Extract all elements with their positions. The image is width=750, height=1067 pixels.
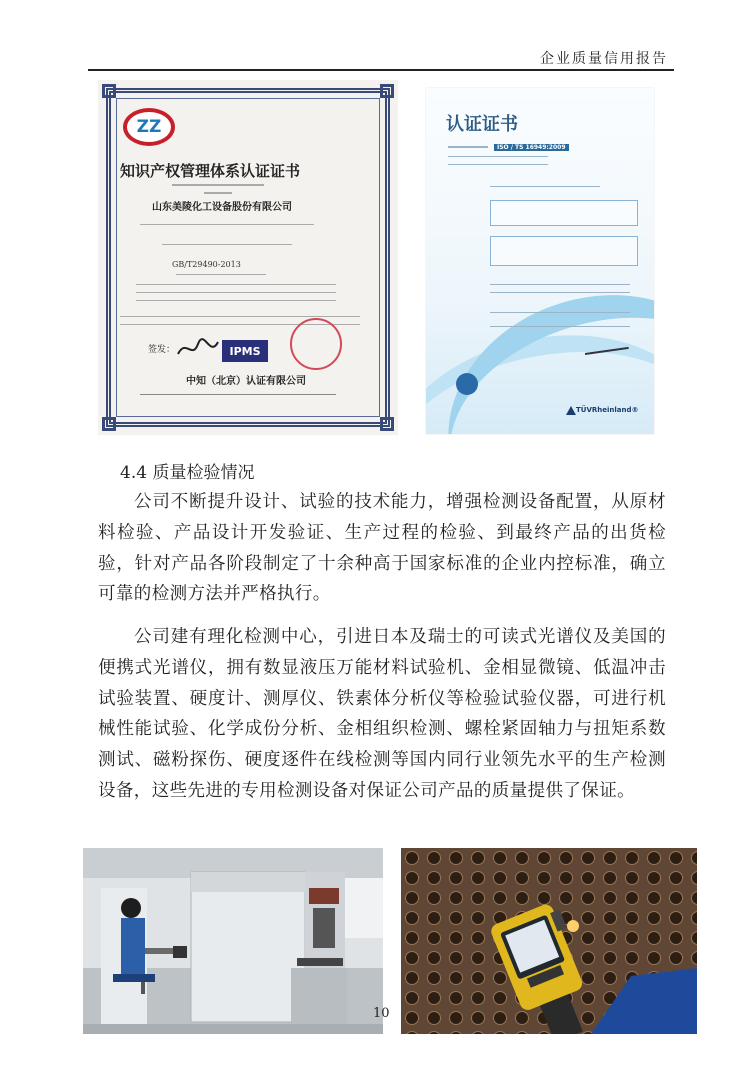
fine-print-line [490,292,630,293]
fine-print-line [490,284,630,285]
logo-text: ZZ [136,117,162,137]
fine-print-line [448,146,488,148]
fine-print-line [140,224,314,225]
frame-corner [380,417,394,431]
fine-print-line [490,312,630,313]
certificate-issuer: 中知（北京）认证有限公司 [186,376,306,387]
certification-logo [123,108,175,146]
certificate-standard: GB/T29490-2013 [172,260,241,269]
fine-print-line [490,186,600,187]
fine-print-line [448,156,548,157]
signature-label: 签发： [148,345,176,355]
handheld-analyzer-illustration [401,848,697,1034]
fine-print-line [136,284,336,285]
fine-print-line [162,244,292,245]
frame-corner [102,84,116,98]
certificate-title: 认证证书 [446,114,518,135]
certificate-company: 山东美陵化工设备股份有限公司 [152,202,292,213]
iso-ts-certificate [426,88,654,434]
fine-print-line [204,192,232,194]
globe-logo [456,373,478,395]
red-seal-stamp [290,318,342,370]
handheld-analyzer-photo [401,848,697,1034]
section-heading: 4.4 质量检验情况 [120,463,255,483]
fine-print-line [490,326,630,327]
testing-machine-illustration [83,848,383,1034]
certificate-inner-frame [116,98,380,417]
certificate-field-box [490,236,638,266]
tuv-label: TÜVRheinland® [576,406,639,414]
ipms-logo: IPMS [222,340,268,362]
certificate-field-box [490,200,638,226]
address-line [140,394,336,395]
fine-print-line [120,316,360,317]
signature-mark [176,334,220,362]
fine-print-line [176,274,266,275]
frame-corner [102,417,116,431]
page-number: 10 [373,1006,390,1021]
fine-print-line [172,184,264,186]
fine-print-line [448,164,548,165]
paragraph: 公司建有理化检测中心，引进日本及瑞士的可读式光谱仪及美国的便携式光谱仪，拥有数显液压万能材料试验机、金相显微镜、低温冲击试验装置、硬度计、测厚仪、铁素体分析仪等检验试验仪器，可进行机械性能试验、化学成份分析、金相组织检测、螺栓紧固轴力与扭矩系数测试、磁粉探伤、硬度逐件在线检测等国内同行业领先水平的生产检测设备，这些先进的专用检测设备对保证公司产品的质量提供了保证。 [98,627,666,801]
frame-corner [380,84,394,98]
testing-machine-photo [83,848,383,1034]
paragraph: 公司不断提升设计、试验的技术能力，增强检测设备配置，从原材料检验、产品设计开发验证、生产过程的检验、到最终产品的出货检验，针对产品各阶段制定了十余种高于国家标准的企业内控标准，确立可靠的检测方法并严格执行。 [98,492,666,605]
certificate-title: 知识产权管理体系认证证书 [120,162,301,180]
header-rule [88,69,674,71]
fine-print-line [136,300,336,301]
fine-print-line [136,292,336,293]
certificate-standard: ISO / TS 16949:2009 [494,144,569,151]
report-title: 企业质量信用报告 [540,51,668,67]
tuv-triangle-icon [566,406,576,415]
